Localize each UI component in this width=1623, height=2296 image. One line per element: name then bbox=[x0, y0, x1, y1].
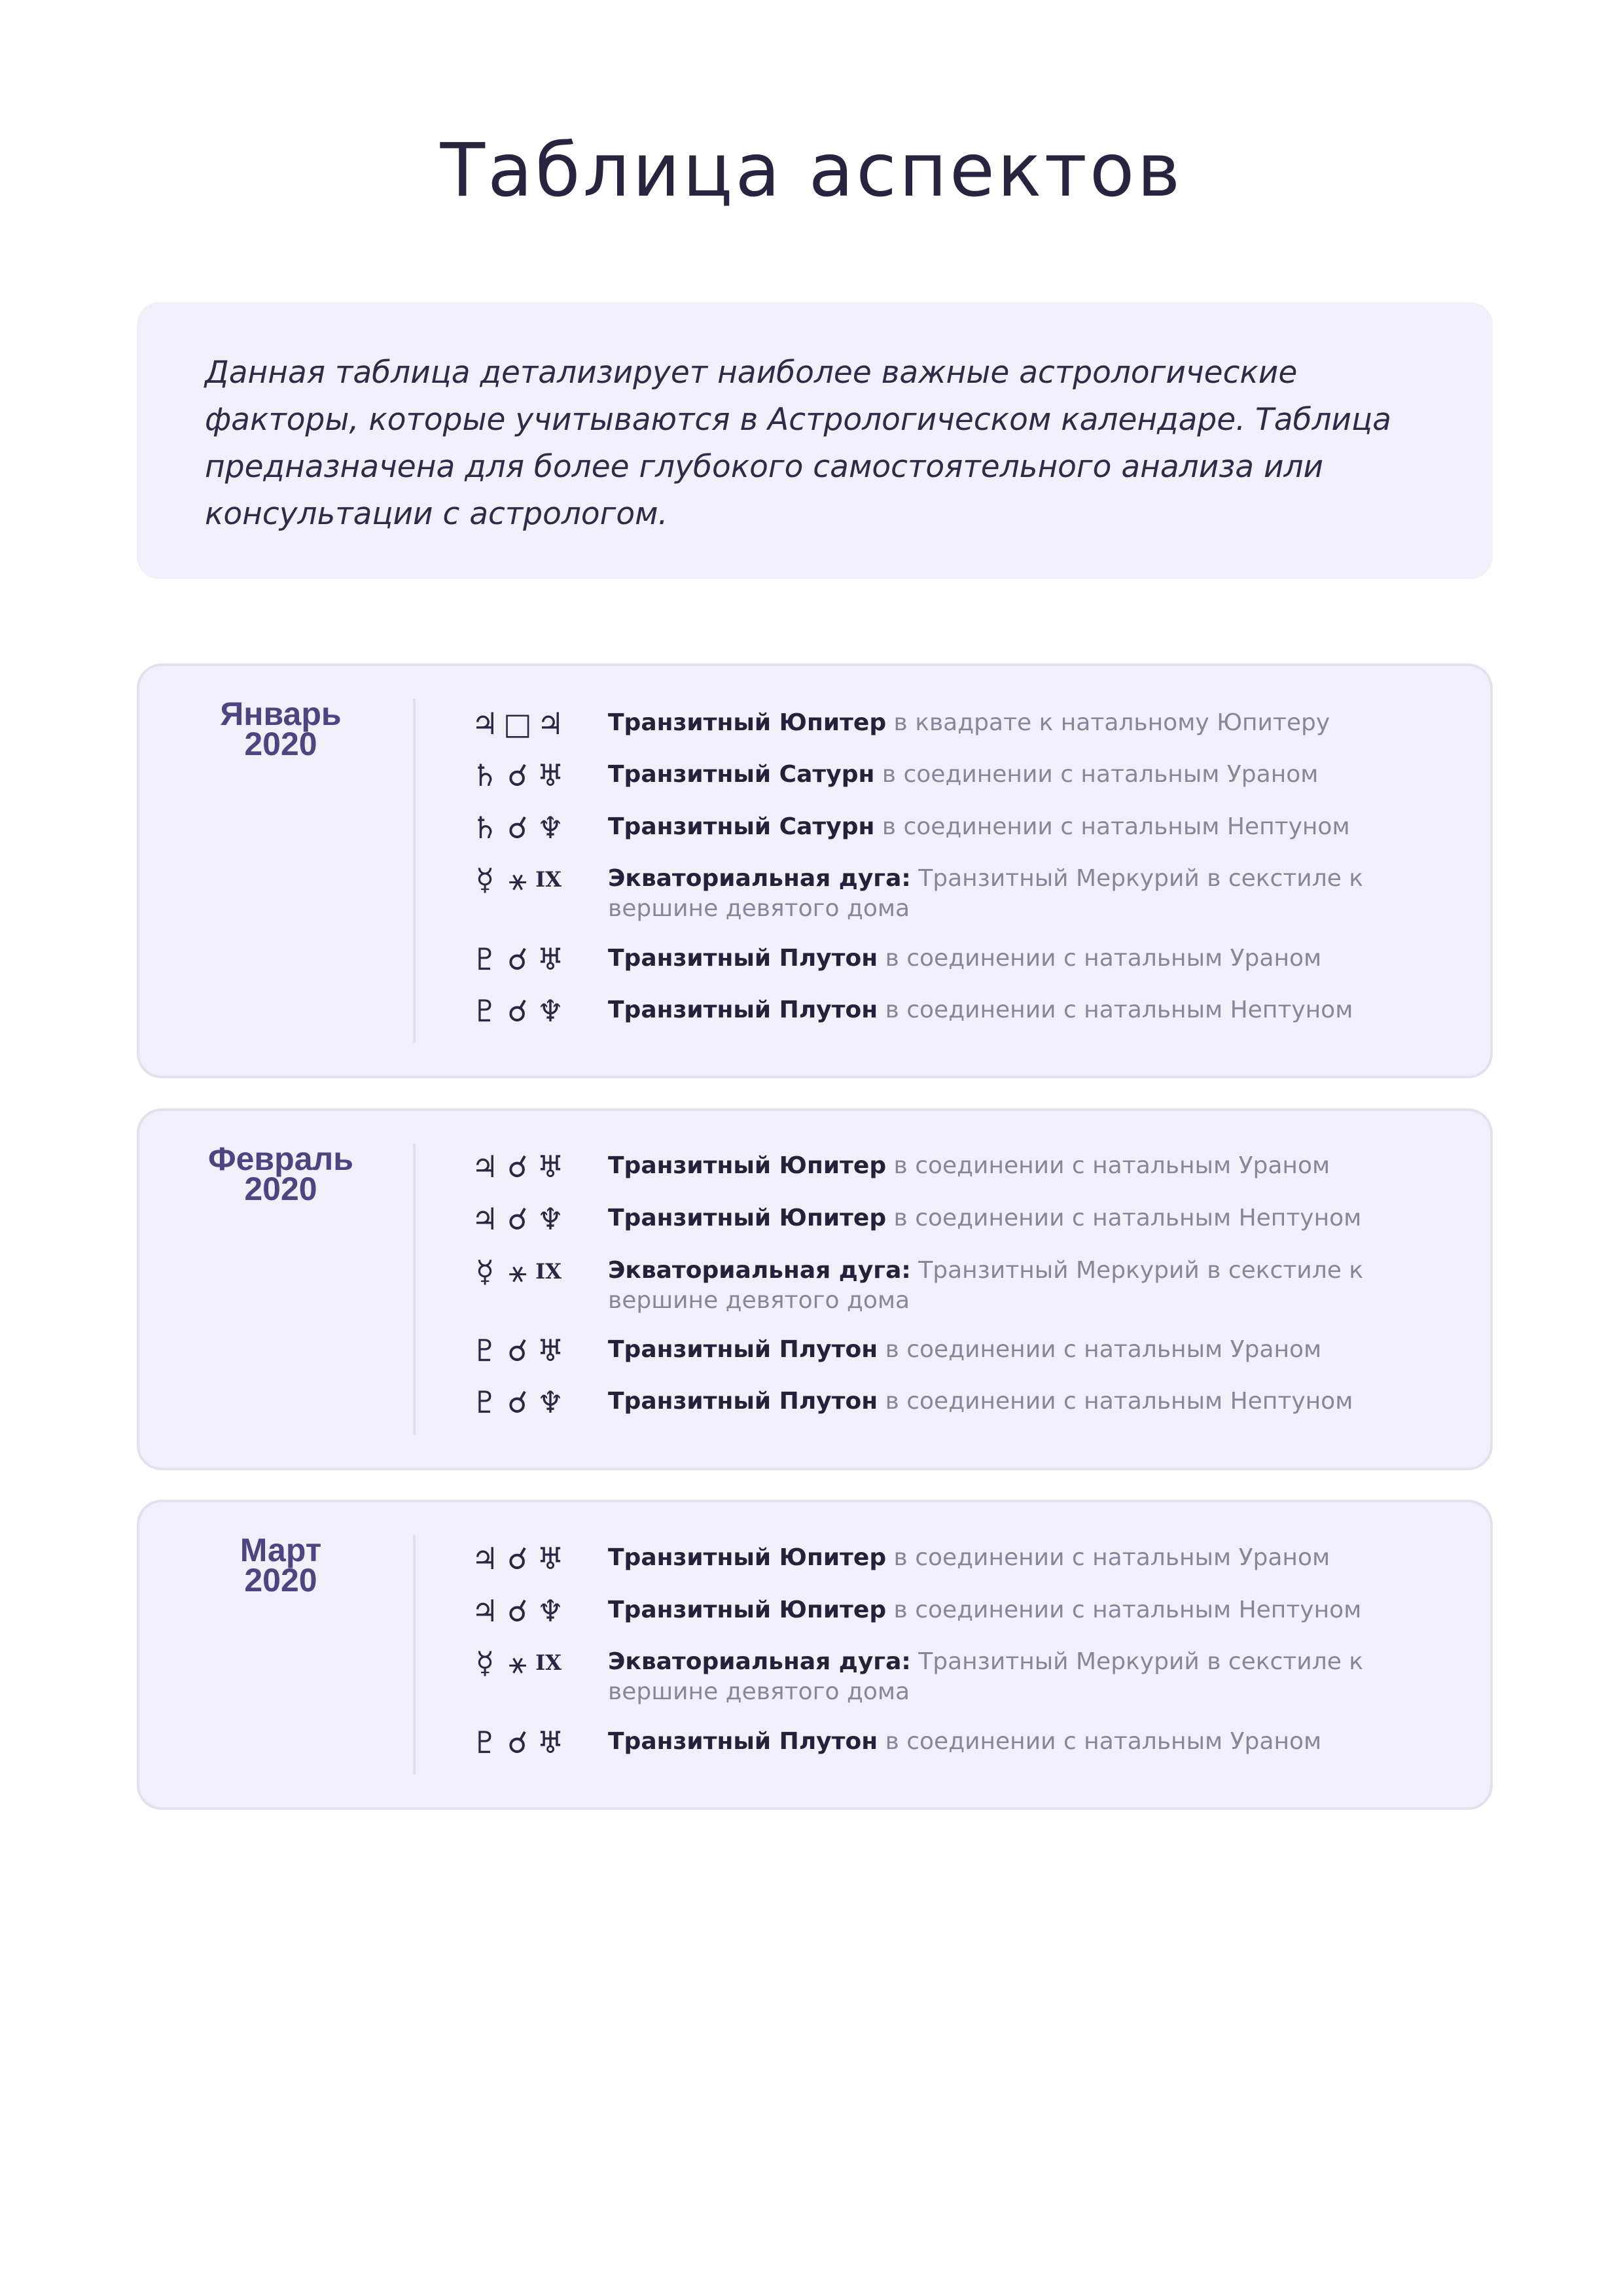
aspect-detail: Транзитный Меркурий в секстиле к вершине девятого дома bbox=[608, 1257, 1364, 1314]
aspect-title: Транзитный Юпитер bbox=[608, 1205, 887, 1231]
aspect-symbols-icon bbox=[470, 1539, 575, 1578]
aspect-symbols-icon bbox=[470, 1383, 575, 1422]
aspect-title: Экваториальная дуга: bbox=[608, 1648, 911, 1675]
astro-glyph-icon: ♆ bbox=[537, 1201, 564, 1237]
astro-glyph-icon: ☿ bbox=[475, 862, 495, 897]
aspect-title: Транзитный Плутон bbox=[608, 1388, 878, 1415]
aspect-detail: в соединении с натальным Нептуном bbox=[878, 997, 1353, 1023]
aspect-symbols-icon bbox=[470, 808, 575, 847]
astro-glyph-icon: ♃ bbox=[471, 1593, 499, 1629]
aspect-symbols-icon bbox=[470, 1252, 575, 1291]
aspect-symbols-icon bbox=[470, 756, 575, 795]
astro-glyph-icon: ☌ bbox=[507, 1385, 528, 1420]
aspect-symbols-icon bbox=[470, 1147, 575, 1186]
month-divider bbox=[413, 1144, 416, 1435]
aspect-description bbox=[608, 1647, 1472, 1707]
month-card bbox=[137, 1500, 1493, 1810]
astro-glyph-icon: ♆ bbox=[537, 1385, 564, 1420]
month-divider bbox=[413, 1535, 416, 1775]
astro-glyph-icon: ♆ bbox=[537, 1593, 564, 1629]
astro-glyph-icon: ☌ bbox=[507, 1725, 528, 1760]
aspect-detail: Транзитный Меркурий в секстиле к вершине девятого дома bbox=[608, 865, 1364, 922]
astro-glyph-icon: ⚹ bbox=[508, 1645, 527, 1680]
astro-glyph-icon: ☌ bbox=[507, 1333, 528, 1368]
month-label bbox=[139, 1532, 422, 1598]
aspect-title: Транзитный Юпитер bbox=[608, 1152, 887, 1179]
aspect-detail: в соединении с натальным Нептуном bbox=[886, 1597, 1362, 1623]
astro-glyph-icon: ⚹ bbox=[508, 1254, 527, 1289]
astro-glyph-icon: ♄ bbox=[471, 758, 499, 793]
astro-glyph-icon: ♃ bbox=[471, 1541, 499, 1576]
page-title: Таблица аспектов bbox=[440, 128, 1183, 213]
aspect-title: Экваториальная дуга: bbox=[608, 1257, 911, 1284]
month-card bbox=[137, 1108, 1493, 1470]
aspect-title: Транзитный Плутон bbox=[608, 997, 878, 1023]
aspect-title: Транзитный Юпитер bbox=[608, 1597, 887, 1623]
aspect-description bbox=[608, 760, 1472, 790]
aspect-detail: в соединении с натальным Ураном bbox=[878, 945, 1322, 972]
aspect-description bbox=[608, 1335, 1472, 1365]
aspect-title: Транзитный Сатурн bbox=[608, 813, 875, 840]
aspect-title: Транзитный Юпитер bbox=[608, 1544, 887, 1571]
aspect-symbols-icon bbox=[470, 940, 575, 979]
aspect-description bbox=[608, 708, 1472, 738]
astro-glyph-icon: ♇ bbox=[471, 993, 499, 1029]
aspect-description bbox=[608, 812, 1472, 842]
astro-glyph-icon: ♃ bbox=[471, 706, 499, 741]
aspect-description bbox=[608, 944, 1472, 974]
astro-glyph-icon: ♅ bbox=[537, 1333, 564, 1368]
astro-glyph-icon: □ bbox=[503, 706, 532, 741]
astro-glyph-icon: ♆ bbox=[537, 993, 564, 1029]
aspect-detail: в соединении с натальным Ураном bbox=[878, 1728, 1322, 1755]
aspect-symbols-icon bbox=[470, 1643, 575, 1682]
astro-glyph-icon: ♃ bbox=[537, 706, 564, 741]
astro-glyph-icon: ♅ bbox=[537, 1725, 564, 1760]
astro-glyph-icon: IX bbox=[535, 1259, 562, 1284]
astro-glyph-icon: ♅ bbox=[537, 1541, 564, 1576]
astro-glyph-icon: ♇ bbox=[471, 1385, 499, 1420]
astro-glyph-icon: ♇ bbox=[471, 942, 499, 977]
aspect-detail: в соединении с натальным Ураном bbox=[874, 761, 1319, 788]
aspect-symbols-icon bbox=[470, 860, 575, 899]
month-card bbox=[137, 663, 1493, 1078]
aspect-detail: в соединении с натальным Ураном bbox=[886, 1544, 1330, 1571]
astro-glyph-icon: ☌ bbox=[507, 810, 528, 845]
aspect-description bbox=[608, 995, 1472, 1025]
aspect-title: Транзитный Плутон bbox=[608, 1728, 878, 1755]
month-year: 2020 bbox=[244, 1562, 317, 1598]
aspect-description bbox=[608, 1151, 1472, 1181]
astro-glyph-icon: ☌ bbox=[507, 1593, 528, 1629]
aspect-detail: в соединении с натальным Ураном bbox=[886, 1152, 1330, 1179]
astro-glyph-icon: ☌ bbox=[507, 993, 528, 1029]
month-name: Март bbox=[240, 1532, 322, 1568]
aspect-symbols-icon bbox=[470, 991, 575, 1031]
aspect-detail: в соединении с натальным Нептуном bbox=[886, 1205, 1362, 1231]
aspect-detail: в квадрате к натальному Юпитеру bbox=[886, 709, 1330, 736]
aspect-symbols-icon bbox=[470, 1723, 575, 1762]
month-divider bbox=[413, 699, 416, 1043]
aspect-symbols-icon bbox=[470, 1199, 575, 1239]
month-label bbox=[139, 1140, 422, 1207]
astro-glyph-icon: IX bbox=[535, 867, 562, 892]
astro-glyph-icon: ☌ bbox=[507, 942, 528, 977]
astro-glyph-icon: ☌ bbox=[507, 758, 528, 793]
month-name: Январь bbox=[220, 696, 342, 732]
intro-box bbox=[137, 302, 1493, 579]
aspect-description bbox=[608, 1256, 1472, 1316]
aspect-description bbox=[608, 864, 1472, 924]
month-year: 2020 bbox=[244, 1171, 317, 1207]
astro-glyph-icon: ♅ bbox=[537, 758, 564, 793]
aspect-symbols-icon bbox=[470, 1331, 575, 1370]
aspect-symbols-icon bbox=[470, 1591, 575, 1631]
aspect-detail: в соединении с натальным Нептуном bbox=[874, 813, 1350, 840]
astro-glyph-icon: ♃ bbox=[471, 1149, 499, 1184]
aspect-symbols-icon bbox=[470, 704, 575, 743]
astro-glyph-icon: ☿ bbox=[475, 1645, 495, 1680]
aspect-description bbox=[608, 1386, 1472, 1417]
astro-glyph-icon: ☌ bbox=[507, 1149, 528, 1184]
aspect-title: Транзитный Плутон bbox=[608, 1336, 878, 1363]
aspect-description bbox=[608, 1203, 1472, 1233]
aspect-title: Транзитный Сатурн bbox=[608, 761, 875, 788]
astro-glyph-icon: ♇ bbox=[471, 1725, 499, 1760]
aspect-description bbox=[608, 1595, 1472, 1625]
astro-glyph-icon: ☿ bbox=[475, 1254, 495, 1289]
month-name: Февраль bbox=[207, 1140, 354, 1177]
aspect-title: Транзитный Плутон bbox=[608, 945, 878, 972]
astro-glyph-icon: ♇ bbox=[471, 1333, 499, 1368]
aspect-detail: в соединении с натальным Ураном bbox=[878, 1336, 1322, 1363]
aspect-detail: Транзитный Меркурий в секстиле к вершине девятого дома bbox=[608, 1648, 1364, 1705]
astro-glyph-icon: ⚹ bbox=[508, 862, 527, 897]
astro-glyph-icon: ♅ bbox=[537, 942, 564, 977]
aspect-description bbox=[608, 1543, 1472, 1573]
aspect-title: Транзитный Юпитер bbox=[608, 709, 887, 736]
astro-glyph-icon: ☌ bbox=[507, 1541, 528, 1576]
astro-glyph-icon: ♄ bbox=[471, 810, 499, 845]
intro-text: Данная таблица детализирует наиболее важные астрологические факторы, которые учитываются в Астрологическом календаре. Таблица предназначена для более глубокого самостоятельного анализа или консультации с астрологом. bbox=[205, 355, 1391, 532]
aspect-description bbox=[608, 1727, 1472, 1757]
aspect-title: Экваториальная дуга: bbox=[608, 865, 911, 892]
month-year: 2020 bbox=[244, 726, 317, 762]
astro-glyph-icon: ♆ bbox=[537, 810, 564, 845]
astro-glyph-icon: ♃ bbox=[471, 1201, 499, 1237]
aspect-detail: в соединении с натальным Нептуном bbox=[878, 1388, 1353, 1415]
astro-glyph-icon: ☌ bbox=[507, 1201, 528, 1237]
astro-glyph-icon: ♅ bbox=[537, 1149, 564, 1184]
astro-glyph-icon: IX bbox=[535, 1650, 562, 1675]
month-label bbox=[139, 696, 422, 762]
